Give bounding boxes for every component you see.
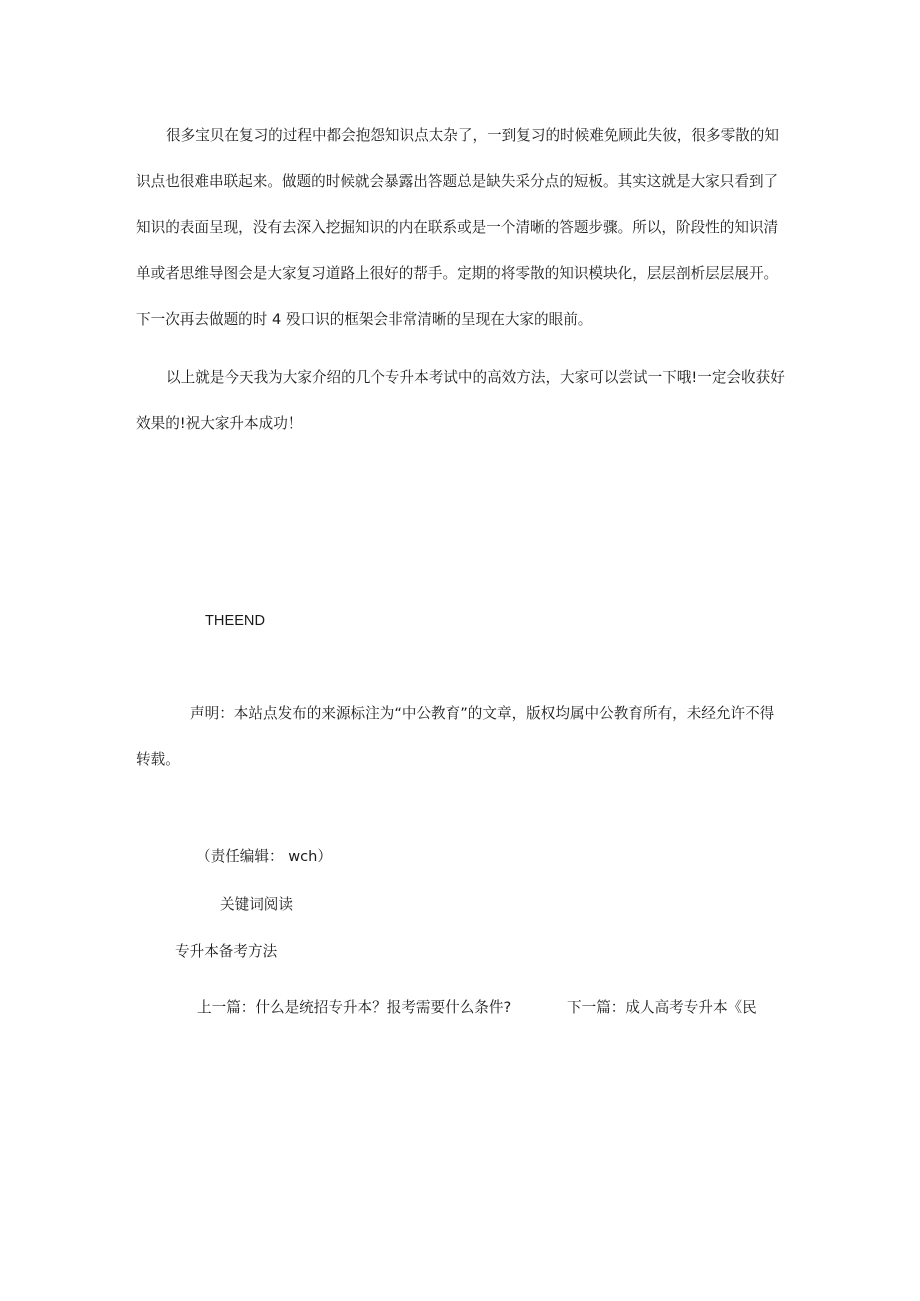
paragraph-line: 知识的表面呈现，没有去深入挖掘知识的内在联系或是一个清晰的答题步骤。所以，阶段性的知识清 bbox=[136, 219, 779, 236]
paragraph-line: 很多宝贝在复习的过程中都会抱怨知识点太杂了，一到复习的时候难免顾此失彼，很多零散的知 bbox=[166, 127, 779, 144]
paragraph-line: 以上就是今天我为大家介绍的几个专升本考试中的高效方法，大家可以尝试一下哦!一定会收获好 bbox=[166, 369, 785, 386]
paragraph-line: 识点也很难串联起来。做题的时候就会暴露出答题总是缺失采分点的短板。其实这就是大家只看到了 bbox=[136, 173, 779, 190]
declaration-line: 声明：本站点发布的来源标注为“中公教育”的文章，版权均属中公教育所有，未经允许不得 bbox=[190, 705, 775, 722]
keyword-link[interactable]: 专升本备考方法 bbox=[175, 943, 278, 960]
paragraph-line: 下一次再去做题的时 4 殁口识的框架会非常清晰的呈现在大家的眼前。 bbox=[136, 311, 593, 328]
the-end-label: THEEND bbox=[205, 613, 265, 629]
copyright-declaration bbox=[136, 702, 796, 772]
previous-article-link[interactable]: 上一篇：什么是统招专升本？报考需要什么条件? bbox=[197, 999, 512, 1016]
declaration-line: 转载。 bbox=[136, 751, 180, 768]
article-paragraph-1 bbox=[136, 124, 796, 332]
article-paragraph-2 bbox=[136, 366, 796, 436]
paragraph-line: 效果的!祝大家升本成功！ bbox=[136, 415, 303, 432]
paragraph-line: 单或者思维导图会是大家复习道路上很好的帮手。定期的将零散的知识模块化，层层剖析层层展开。 bbox=[136, 265, 779, 282]
keywords-heading: 关键词阅读 bbox=[220, 896, 293, 913]
next-article-link[interactable]: 下一篇：成人高考专升本《民 bbox=[567, 999, 757, 1016]
responsible-editor: （责任编辑： wch） bbox=[196, 848, 333, 865]
